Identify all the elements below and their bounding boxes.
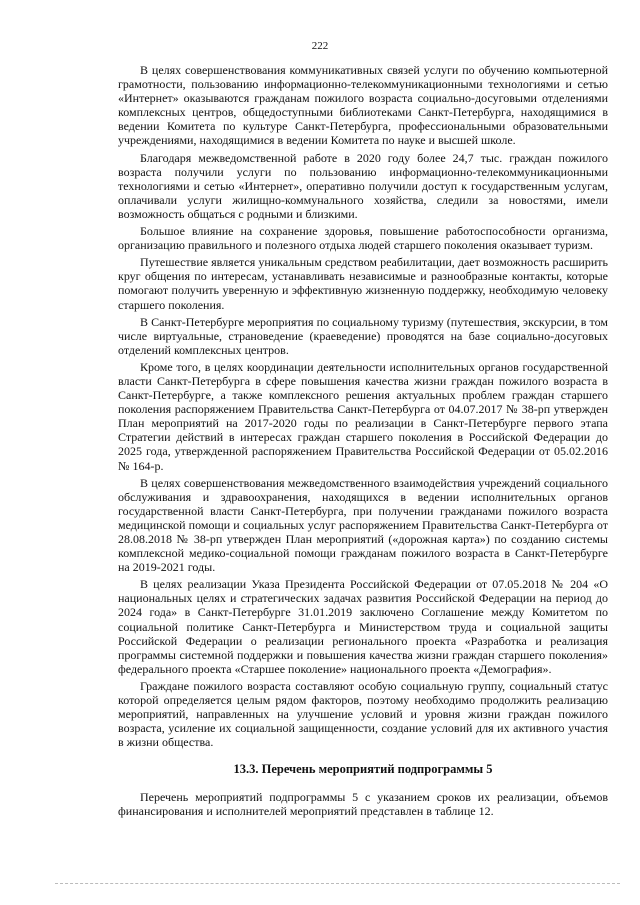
paragraph: В Санкт-Петербурге мероприятия по социальному туризму (путешествия, экскурсии, в том числе виртуальные, страноведение (краеведение) проводятся на базе социально-досуговых отделений комплексных центров. <box>118 314 608 357</box>
page-number: 222 <box>311 40 329 52</box>
section-heading: 13.3. Перечень мероприятий подпрограммы 5 <box>233 762 493 777</box>
section-paragraph: Перечень мероприятий подпрограммы 5 с указанием сроков их реализации, объемов финансирования и исполнителей мероприятий представлен в таблице 12. <box>118 789 608 818</box>
paragraph: Большое влияние на сохранение здоровья, повышение работоспособности организма, организацию правильного и полезного отдыха людей старшего поколения оказывает туризм. <box>118 224 608 253</box>
paragraph: Путешествие является уникальным средством реабилитации, дает возможность расширить круг общения по интересам, устанавливать независимые и разнообразные контакты, которые помогают получить уверенную и эффективную жизненную поддержку, необходимую человеку старшего поколения. <box>118 255 608 312</box>
footer-divider <box>55 883 620 884</box>
paragraph: В целях реализации Указа Президента Российской Федерации от 07.05.2018 № 204 «О национальных целях и стратегических задачах развития Российской Федерации на период до 2024 года» в Санкт-Петербурге 31.01.2019 заключено Соглашение между Комитетом по социальной политике Санкт-Петербурга и Министерством труда и социальной защиты Российской Федерации о реализации регионального проекта «Разработка и реализация программы системной поддержки и повышения качества жизни граждан старшего поколения» федерального проекта «Старшее поколение» национального проекта «Демография». <box>118 577 608 676</box>
paragraph: Благодаря межведомственной работе в 2020 году более 24,7 тыс. граждан пожилого возраста получили услуги по пользованию информационно-телекоммуникационными технологиями и сетью «Интернет», оперативно получили доступ к государственным услугам, оплачивали услуги жилищно-коммунального хозяйства, следили за новостями, имели возможность общаться с родными и близкими. <box>118 150 608 221</box>
paragraph: Кроме того, в целях координации деятельности исполнительных органов государственной власти Санкт-Петербурга в сфере повышения качества жизни граждан пожилого возраста в Санкт-Петербурге, а также комплексного решения актуальных проблем граждан старшего поколения распоряжением Правительства Санкт-Петербурга от 04.07.2017 № 38-рп утвержден План мероприятий на 2017-2020 годы по реализации в Санкт-Петербурге первого этапа Стратегии действий в интересах граждан старшего поколения в Российской Федерации до 2025 года, утвержденной распоряжением Правительства Российской Федерации от 05.02.2016 № 164-р. <box>118 359 608 473</box>
paragraph: В целях совершенствования коммуникативных связей услуги по обучению компьютерной грамотности, пользованию информационно-телекоммуникационными технологиями и сетью «Интернет» оказываются гражданам пожилого возраста социально-досуговыми отделениями комплексных центров, общедоступными библиотеками Санкт-Петербурга, находящимися в ведении Комитета по культуре Санкт-Петербурга, профессиональными образовательными учреждениями, находящимися в ведении Комитета по науке и высшей школе. <box>118 63 608 148</box>
paragraph: Граждане пожилого возраста составляют особую социальную группу, социальный статус которой определяется целым рядом факторов, поэтому необходимо продолжить реализацию мероприятий, направленных на улучшение условий и уровня жизни граждан пожилого возраста, усиление их социальной защищенности, создание условий для их активного участия в жизни общества. <box>118 678 608 750</box>
document-body <box>118 63 608 821</box>
paragraph: В целях совершенствования межведомственного взаимодействия учреждений социального обслуживания и здравоохранения, находящихся в ведении исполнительных органов государственной власти Санкт-Петербурга, при получении гражданами пожилого возраста медицинской помощи и социальных услуг распоряжением Правительства Санкт-Петербурга от 28.08.2018 № 38-рп утвержден План мероприятий («дорожная карта») по созданию системы комплексной медико-социальной помощи гражданам пожилого возраста в Санкт-Петербурге на 2019-2021 годы. <box>118 475 608 575</box>
